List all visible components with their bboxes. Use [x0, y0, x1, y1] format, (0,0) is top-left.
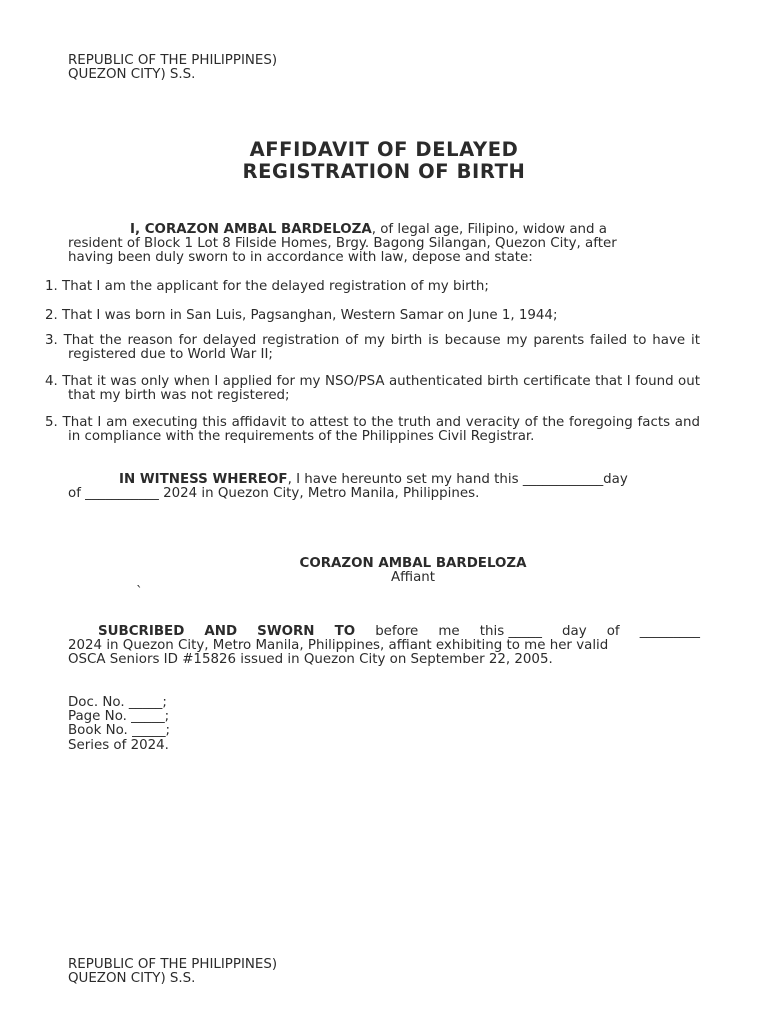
venue-country-bottom: REPUBLIC OF THE PHILIPPINES): [68, 957, 278, 972]
venue-block-bottom: [68, 958, 277, 986]
witness-lead: IN WITNESS WHEREOF: [119, 472, 288, 487]
title-line-2: REGISTRATION OF BIRTH: [242, 160, 526, 183]
intro-line-1-text: , of legal age, Filipino, widow and a: [371, 222, 607, 237]
jurat-line-3: OSCA Seniors ID #15826 issued in Quezon City on September 22, 2005.: [68, 652, 553, 668]
jurat-lead-1: SUBCRIBED: [98, 624, 185, 639]
jurat-word-2: me: [438, 624, 460, 639]
title-line-1: AFFIDAVIT OF DELAYED: [249, 138, 519, 161]
stray-mark: `: [136, 585, 143, 600]
jurat-word-5: of: [606, 624, 620, 639]
jurat-lead-2: AND: [204, 624, 238, 639]
witness-paragraph: [68, 473, 700, 501]
jurat-word-6: _________: [639, 624, 700, 639]
notarial-register: [68, 696, 170, 753]
venue-city-bottom: QUEZON CITY) S.S.: [68, 971, 196, 987]
jurat-word-1: before: [375, 624, 419, 639]
jurat-line-2: 2024 in Quezon City, Metro Manila, Philippines, affiant exhibiting to me her valid: [68, 638, 609, 653]
jurat-word-3: this _____: [479, 624, 542, 639]
intro-line-3: having been duly sworn to in accordance with law, depose and state:: [68, 250, 533, 266]
intro-paragraph: [68, 223, 700, 266]
jurat-body: [68, 639, 700, 667]
jurat-word-4: day: [562, 624, 587, 639]
statement-3: 3. That the reason for delayed registration of my birth is because my parents failed to have it registered due to World War II;: [45, 333, 700, 363]
jurat-lead-3: SWORN: [257, 624, 315, 639]
doc-no: Doc. No. _____;: [68, 695, 167, 710]
witness-line-1: [68, 473, 700, 487]
document-title: [0, 139, 768, 183]
statement-4: 4. That it was only when I applied for my NSO/PSA authenticated birth certificate that I found out that my birth was not registered;: [45, 374, 700, 404]
statement-1: 1. That I am the applicant for the delayed registration of my birth;: [45, 279, 489, 294]
page-no: Page No. _____;: [68, 709, 170, 725]
affiant-name-intro: I, CORAZON AMBAL BARDELOZA: [130, 222, 372, 237]
venue-block-top: [68, 54, 277, 82]
jurat-lead-4: TO: [334, 624, 356, 639]
signature-block: [0, 557, 768, 585]
witness-line-2: of ___________ 2024 in Quezon City, Metro Manila, Philippines.: [68, 486, 480, 502]
series: Series of 2024.: [68, 737, 169, 753]
statement-5: 5. That I am executing this affidavit to attest to the truth and veracity of the foregoing facts and in compliance with the requirements of the Philippines Civil Registrar.: [45, 415, 700, 445]
venue-city: QUEZON CITY) S.S.: [68, 67, 196, 83]
book-no: Book No. _____;: [68, 723, 171, 739]
affiant-signature-name: CORAZON AMBAL BARDELOZA: [299, 556, 527, 571]
statement-2: 2. That I was born in San Luis, Pagsanghan, Western Samar on June 1, 1944;: [45, 308, 558, 323]
intro-line-2: resident of Block 1 Lot 8 Filside Homes, Brgy. Bagong Silangan, Quezon City, after: [68, 236, 617, 252]
intro-line-1: [68, 223, 700, 237]
venue-country: REPUBLIC OF THE PHILIPPINES): [68, 53, 278, 68]
affiant-label: Affiant: [390, 570, 436, 586]
witness-line-1-text: , I have hereunto set my hand this ____________day: [287, 472, 628, 487]
